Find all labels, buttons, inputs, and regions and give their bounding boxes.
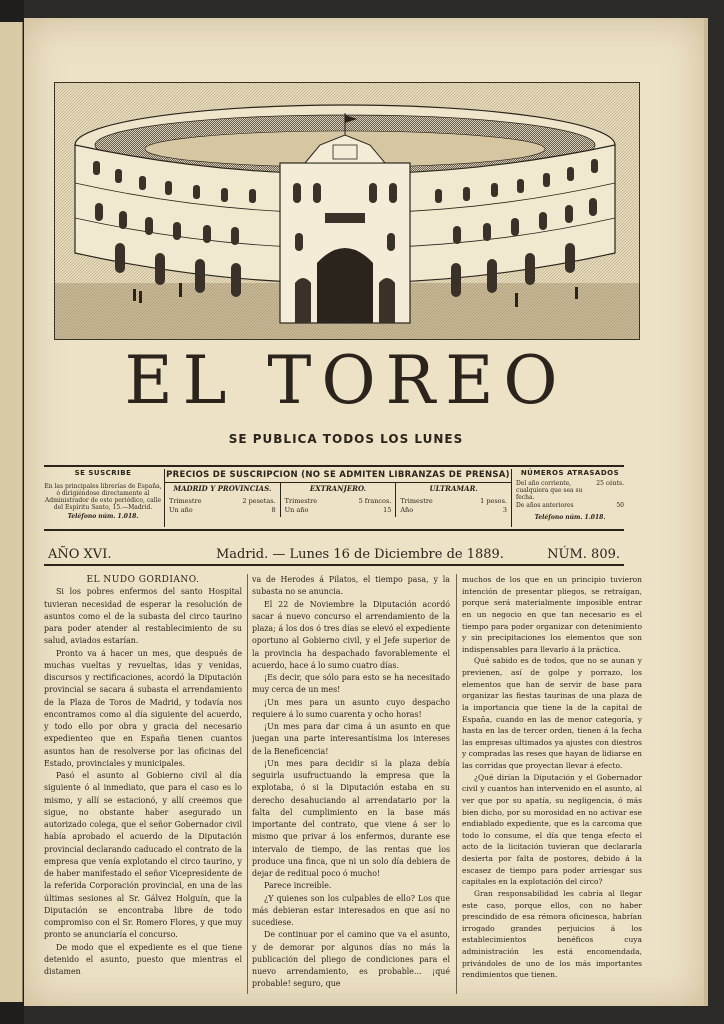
article-paragraph: ¿Y quienes son los culpables de ello? Los que más debieran estar interesados en que así no sucediese. <box>252 893 450 927</box>
article-paragraph: Pasó el asunto al Gobierno civil al día siguiente ó al inmediato, que para el caso es lo mismo, y allí se estacionó, y allí creemos que sigue, no obstante haber asegurado un autorizado colega, que el señor Gobernador civil había aprobado el acuerdo de la Diputación provincial declarando caducado el contrato de la empresa que venía explotando el circo taurino, y de haber manifestado el señor Vicepresidente de la referida Corporación provincial, en una de las últimas sesiones al Sr. Gálvez Holguín, que la Diputación se encontraba libre de todo compromiso con el Sr. Romero Flores, y que muy pronto se anunciaría el concurso. <box>44 771 242 940</box>
article-paragraph: ¡Un mes para decidir si la plaza debía seguirla usufructuando la empresa que la explotaba, ó si la Diputación estaba en su derecho desahuciando al arrendatario por la falta del cumplimiento en la base más importante del contrato, que viene á ser lo mismo que privar á los enfermos, durante ese intervalo de tiempo, de las rentas que los produce una finca, que ni un solo día debiera de dejar de reditual poco ó mucho! <box>252 758 450 878</box>
article-title: EL NUDO GORDIANO. <box>86 575 200 585</box>
subscribe-text: En las principales librerías de España, ó dirigiéndose directamente al Administrador de este periódico, calle del Espíritu Santo, 15.—Madrid. <box>44 483 162 511</box>
back-issue-label: Del año corriente, cualquiera que sea su fecha. <box>516 480 583 501</box>
article-paragraph: De modo que el expediente es el que tiene detenido el asunto, puesto que mientras el distamen <box>44 942 242 976</box>
article-paragraph: Qué sabido es de todos, que no se aunan y previenen, así de golpe y porrazo, los elementos que han de servir de base para organizar las fiestas taurinas de una plaza de la importancia que tiene la de la capital de España, cuando en las de menor categoría, y hasta en las de tercer orden, tienen á la fecha las empresas ultimados ya ajustes con diestros y compradas las reses que hayan de lidiarse en las corridas que proyectan llevar á efecto. <box>462 656 642 770</box>
price-table <box>164 469 512 527</box>
issue-dateline: Madrid. — Lunes 16 de Diciembre de 1889. <box>216 547 504 562</box>
article-paragraph: Pronto va á hacer un mes, que después de muchas vueltas y revueltas, idas y venidas, discursos y rectificaciones, acordó la Diputación provincial se sacara á subasta el arrendamiento de la Plaza de Toros de Madrid, y todavía nos encontramos como al día siguiente del acuerdo, y todo ello por obra y gracia del necesario expedienteo que en España tienen cuantos asuntos han de resolverse por las oficinas del Estado, provinciales y municipales. <box>44 648 242 768</box>
masthead-subtitle: SE PUBLICA TODOS LOS LUNES <box>228 432 464 446</box>
subscribe-phone: Teléfono núm. 1.018. <box>67 513 139 520</box>
price-table-title: PRECIOS DE SUSCRIPCION (NO SE ADMITEN LIBRANZAS DE PRENSA) <box>165 469 511 483</box>
price-label: Trimestre <box>400 497 433 505</box>
price-col-ultramar <box>395 483 511 517</box>
price-col-extranjero <box>280 483 396 517</box>
price-value: 3 <box>502 506 508 514</box>
article-paragraph: ¿Qué dirían la Diputación y el Gobernador civil y cuantos han intervenido en el asunto, al ver que por su apatía, su negligencia, ó más bien dicho, por su morosidad en no activar ese endiablado expediente, que es la carcoma que todo lo consume, el día que tenga efecto el acto de la licitación tuvieran que declararla desierta por falta de postores, debido á la escasez de tiempo para poder arriesgar sus capitales en la explotación del circo? <box>462 772 642 887</box>
back-issues-phone: Teléfono núm. 1.018. <box>534 514 606 521</box>
price-label: Año <box>400 506 414 514</box>
price-value: 8 <box>271 506 276 514</box>
price-value: 1 pesos. <box>480 497 508 505</box>
issue-line <box>44 547 624 566</box>
column-divider <box>247 574 248 994</box>
previous-page-edge <box>0 22 23 1002</box>
article-paragraph: Parece increible. <box>264 881 332 891</box>
back-issues-heading: NÚMEROS ATRASADOS <box>520 469 620 477</box>
article-paragraph: ¡Un mes para un asunto cuyo despacho requiere á lo sumo cuarenta y ocho horas! <box>252 697 450 719</box>
price-col-heading: EXTRANJERO. <box>309 484 367 493</box>
article-column-2 <box>252 574 450 991</box>
back-issue-label: De años anteriores <box>516 502 574 509</box>
article-column-3 <box>462 574 642 981</box>
back-issues-info <box>512 469 624 527</box>
issue-year: AÑO XVI. <box>48 547 112 562</box>
issue-number: NÚM. 809. <box>547 547 620 562</box>
article-paragraph: ¡Un mes para dar cima á un asunto en que juegan una parte interesantísima los intereses de la Beneficencia! <box>252 722 450 756</box>
article-paragraph: De continuar por el camino que va el asunto, y de demorar por algunos días no más la publicación del pliego de condiciones para el nuevo arrendamiento, es probable... ¡qué probable! seguro, que <box>252 930 450 989</box>
article-paragraph: muchos de los que en un principio tuvieron intención de presentar pliegos, se retraigan, porque será materialmente imposible entrar en un negocio en que tan necesario es el tiempo para poder organizar con detenimiento y sin precipitaciones los elementos que son indispensables para llevarlo á la práctica. <box>462 575 642 654</box>
bullring-engraving <box>54 82 640 340</box>
price-value: 2 pesetas. <box>242 497 276 505</box>
subscription-box <box>44 465 624 531</box>
column-divider <box>456 574 457 994</box>
article-paragraph: El 22 de Noviembre la Diputación acordó sacar á nuevo concurso el arrendamiento de la plaza; á los dos ó tres días se elevó el expediente oportuno al Gobierno civil, y el Jefe superior de la provincia ha despachado favorablemente el acuerdo, hace á lo sumo cuatro días. <box>252 599 450 670</box>
price-label: Un año <box>284 506 309 514</box>
subscribe-info <box>44 469 162 527</box>
masthead-title: EL TOREO <box>124 342 568 419</box>
price-col-heading: MADRID Y PROVINCIAS. <box>173 484 272 493</box>
subscribe-heading: SE SUSCRIBE <box>74 469 132 477</box>
article-paragraph: ¡Es decir, que sólo para esto se ha necesitado muy cerca de un mes! <box>252 673 450 695</box>
article-paragraph: va de Herodes á Pilatos, el tiempo pasa, y la subasta no se anuncia. <box>252 575 450 597</box>
price-value: 15 <box>383 506 392 514</box>
price-label: Trimestre <box>169 497 202 505</box>
back-issue-price: 25 cénts. <box>596 480 624 487</box>
price-col-madrid <box>165 483 280 517</box>
article-column-1 <box>44 574 242 978</box>
back-issue-price: 50 <box>616 502 624 509</box>
price-col-heading: ULTRAMAR. <box>429 484 478 493</box>
article-paragraph: Si los pobres enfermos del santo Hospital tuvieran necesidad de esperar la resolución de asuntos como el de la subasta del circo taurino para poder atender al restablecimiento de su salud, aviados estarían. <box>44 587 242 646</box>
newspaper-page <box>24 18 704 1006</box>
price-label: Trimestre <box>284 497 318 505</box>
price-value: 5 francos. <box>358 497 392 505</box>
article-paragraph: Gran responsabilidad les cabría al llegar este caso, porque ellos, con no haber prescindido de esa rémora oficinesca, habrían irrogado grandes perjuicios á los establecimientos benéficos cuya administración les está encomendada, privándoles de uno de los más importantes rendimientos que tienen. <box>462 888 642 980</box>
price-label: Un año <box>169 506 193 514</box>
